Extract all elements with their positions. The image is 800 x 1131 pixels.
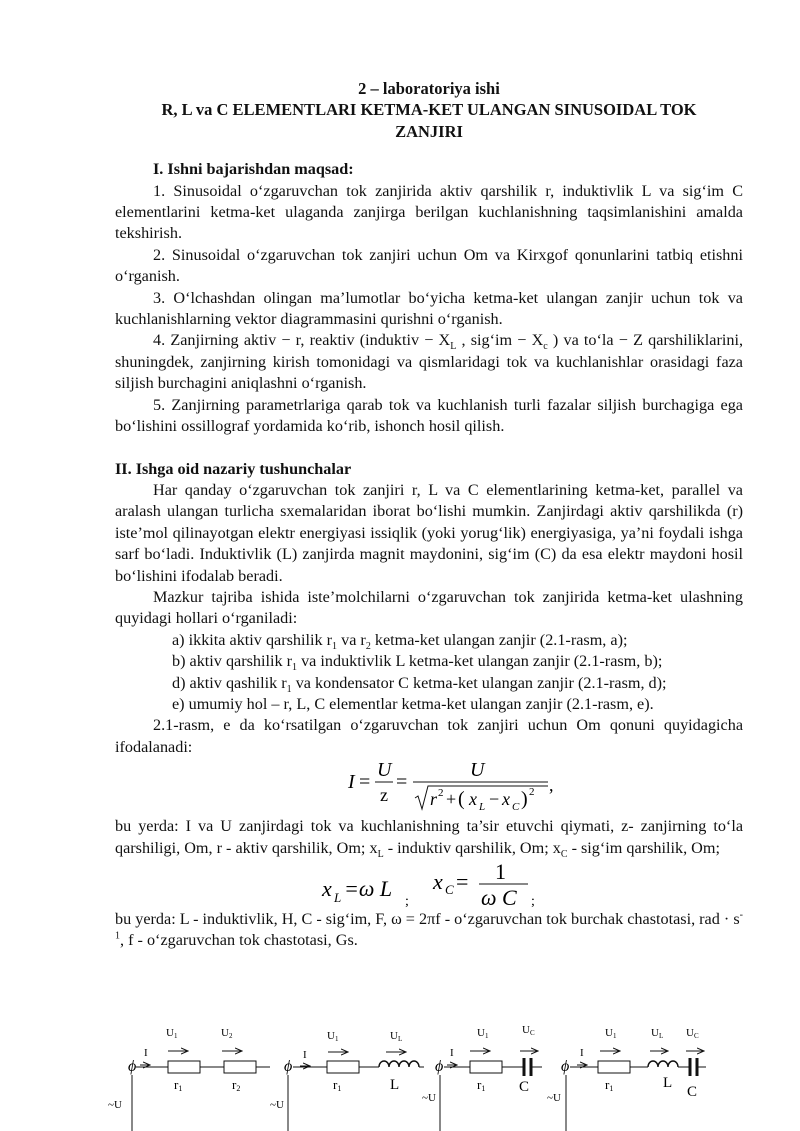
formula-xc: x (502, 789, 510, 810)
circuit-a (108, 1027, 270, 1131)
goal-item-1: 1. Sinusoidal o‘zgaruvchan tok zanjirida aktiv qarshilik r, induktivlik L va sig‘im C elementlarini ketma-ket ulaganda zanjirga berilgan kuchlanishning taqsimlanishini amalda tekshirish. (115, 181, 743, 243)
goal-item-4: 4. Zanjirning aktiv − r, reaktiv (induktiv − $X_L$ , sig‘im − $X_c$ ) va to‘la − Z qarshiliklarini, shuningdek, zanjirning kirish tomonidagi va qismlaridagi tok va kuchlanishlar orasidagi faza siljish burchagini aniqlashni o‘rganish. (115, 331, 743, 393)
list-item-d: d) aktiv qashilik $r_1$ va kondensator C ketma-ket ulangan zanjir (2.1-rasm, d); (172, 673, 667, 695)
source-label: ~U (108, 1099, 122, 1111)
formula2-xc-sub: C (445, 882, 454, 897)
circuit-e (547, 1027, 706, 1131)
resistor-r1 (168, 1061, 200, 1073)
svg-text:r2: r2 (232, 1077, 241, 1093)
theory-paragraph-3: 2.1-rasm, e da ko‘rsatilgan o‘zgaruvchan tok zanjiri uchun Om qonuni quyidagicha ifodalanadi: (115, 716, 743, 756)
current-label: I (303, 1049, 307, 1061)
capacitor-label: C (687, 1084, 698, 1100)
svg-text:U1: U1 (166, 1027, 178, 1040)
goal-item-3: 3. O‘lchashdan olingan ma’lumotlar bo‘yicha ketma-ket ulangan zanjir uchun tok va kuchlanishlarning vektor diagrammasini qurishni o‘rganish. (115, 288, 743, 329)
circuit-b (270, 1030, 424, 1131)
inductor-L (379, 1061, 419, 1067)
svg-text:U1: U1 (605, 1027, 617, 1040)
source-label: ~U (422, 1092, 436, 1104)
formula-num1: U (377, 759, 392, 782)
svg-text:UL: UL (390, 1030, 403, 1043)
formula-xc-sub: C (512, 801, 520, 814)
formula2-sep2: ; (531, 894, 535, 909)
formula-minus: − (489, 789, 500, 810)
formula-num2: U (470, 759, 485, 782)
svg-text:r1: r1 (477, 1077, 486, 1093)
formula-eq2: = (396, 771, 408, 794)
inductor-label: L (663, 1075, 673, 1091)
current-label: I (144, 1047, 148, 1059)
resistor-r1 (470, 1061, 502, 1073)
lab-title: 2 – laboratoriya ishi (358, 79, 500, 98)
list-item-b: b) aktiv qarshilik $r_1$ va induktivlik L ketma-ket ulangan zanjir (2.1-rasm, b); (172, 652, 663, 674)
resistor-r1 (598, 1061, 630, 1073)
terminal-symbol: ϕ (284, 1058, 293, 1075)
svg-text:r1: r1 (174, 1077, 183, 1093)
where-paragraph-2: bu yerda: L - induktivlik, H, C - sig‘im, F, ω = 2πf - o‘zgaruvchan tok burchak chastotasi, rad · $s^{-1}$, f - o‘zgaruvchan tok chastotasi, Gs. (115, 909, 743, 950)
list-item-a: a) ikkita aktiv qarshilik $r_1$ va $r_2$ ketma-ket ulangan zanjir (2.1-rasm, a); (172, 630, 628, 652)
formula2-eq2: = (456, 869, 469, 894)
formula-lhs: I (348, 771, 355, 794)
list-item-e: e) umumiy hol – r, L, C elementlar ketma-ket ulangan zanjir (2.1-rasm, e). (172, 694, 654, 713)
formula-rparen: ) (521, 788, 528, 811)
reactance-svg (115, 859, 743, 909)
svg-text:UC: UC (522, 1024, 535, 1037)
formula-xl: x (469, 789, 477, 810)
reactance-formula (115, 859, 743, 909)
formula2-den: ω C (481, 885, 517, 909)
formula-comma: , (549, 775, 554, 796)
current-label: I (450, 1047, 454, 1059)
formula2-num: 1 (495, 859, 506, 884)
ohms-law-formula (115, 758, 743, 816)
resistor-r2 (224, 1061, 256, 1073)
svg-text:UC: UC (686, 1027, 699, 1040)
formula-xl-sub: L (479, 801, 486, 814)
svg-text:r1: r1 (605, 1077, 614, 1093)
source-label: ~U (270, 1099, 284, 1111)
theory-paragraph-2: Mazkur tajriba ishida iste’molchilarni o‘zgaruvchan tok zanjirida ketma-ket ulashning quyidagi hollari o‘rganiladi: (115, 587, 743, 628)
svg-text:U1: U1 (477, 1027, 489, 1040)
formula-r-sq: 2 (438, 787, 444, 800)
formula2-xl-sub: L (334, 890, 342, 905)
main-title-line2: ZANJIRI (395, 121, 463, 141)
svg-text:U2: U2 (221, 1027, 233, 1040)
svg-text:U1: U1 (327, 1030, 339, 1043)
section2-heading: II. Ishga oid nazariy tushunchalar (115, 459, 352, 478)
formula-eq1: = (359, 771, 371, 794)
terminal-symbol: ϕ (561, 1058, 570, 1075)
goal-item-5: 5. Zanjirning parametrlariga qarab tok va kuchlanish turli fazalar siljish burchagiga ega bo‘lishini ossillograf yordamida ko‘rib, ishonch hosil qilish. (115, 395, 743, 436)
inductor-label: L (390, 1077, 400, 1093)
formula-plus: + (446, 789, 457, 810)
formula2-xc: x (433, 869, 443, 894)
formula2-sep1: ; (405, 894, 409, 909)
circuit-diagrams (100, 1018, 740, 1131)
section1-heading: I. Ishni bajarishdan maqsad: (153, 160, 354, 179)
formula2-eq1: =ω L (344, 876, 393, 901)
goal-item-2: 2. Sinusoidal o‘zgaruvchan tok zanjiri uchun Om va Kirxgof qonunlarini tatbiq etishni o‘rganish. (115, 245, 743, 286)
main-title-line1: R, L va C ELEMENTLARI KETMA-KET ULANGAN SINUSOIDAL TOK (161, 100, 697, 120)
svg-text:UL: UL (651, 1027, 664, 1040)
terminal-symbol: ϕ (128, 1058, 137, 1075)
document-page (115, 74, 743, 952)
formula2-xl: x (322, 876, 332, 901)
formula-r: r (430, 789, 438, 810)
formula-den1: z (380, 785, 388, 806)
formula-lparen: ( (458, 788, 465, 811)
inductor-L (648, 1061, 678, 1067)
svg-text:r1: r1 (333, 1077, 342, 1093)
current-label: I (580, 1047, 584, 1059)
capacitor-label: C (519, 1079, 530, 1095)
source-label: ~U (547, 1092, 561, 1104)
ohms-law-svg (115, 758, 743, 816)
terminal-symbol: ϕ (435, 1058, 444, 1075)
where-paragraph-1: bu yerda: I va U zanjirdagi tok va kuchlanishning ta’sir etuvchi qiymati, z- zanjirning to‘la qarshiligi, Om, r - aktiv qarshilik, Om; $x_L$ - induktiv qarshilik, Om; $x_C$ - sig‘im qarshilik, Om; (115, 817, 743, 860)
theory-paragraph-1: Har qanday o‘zgaruvchan tok zanjiri r, L va C elementlarining ketma-ket, parallel va aralash ulangan turlicha sxemalaridan iborat bo‘lishi mumkin. Zanjirdagi aktiv qarshilikda (r) iste’mol qilinayotgan elektr energiyasi issiqlik (yoki yorug‘lik) energiyasiga, ya’ni foydali ishga sarf bo‘ladi. Induktivlik (L) zanjirda magnit maydonini, sig‘im (C) da esa elektr maydoni hosil bo‘lishini ifodalab beradi. (115, 480, 743, 585)
resistor-r1 (327, 1061, 359, 1073)
formula-pow: 2 (529, 786, 535, 799)
circuit-d (422, 1024, 542, 1131)
